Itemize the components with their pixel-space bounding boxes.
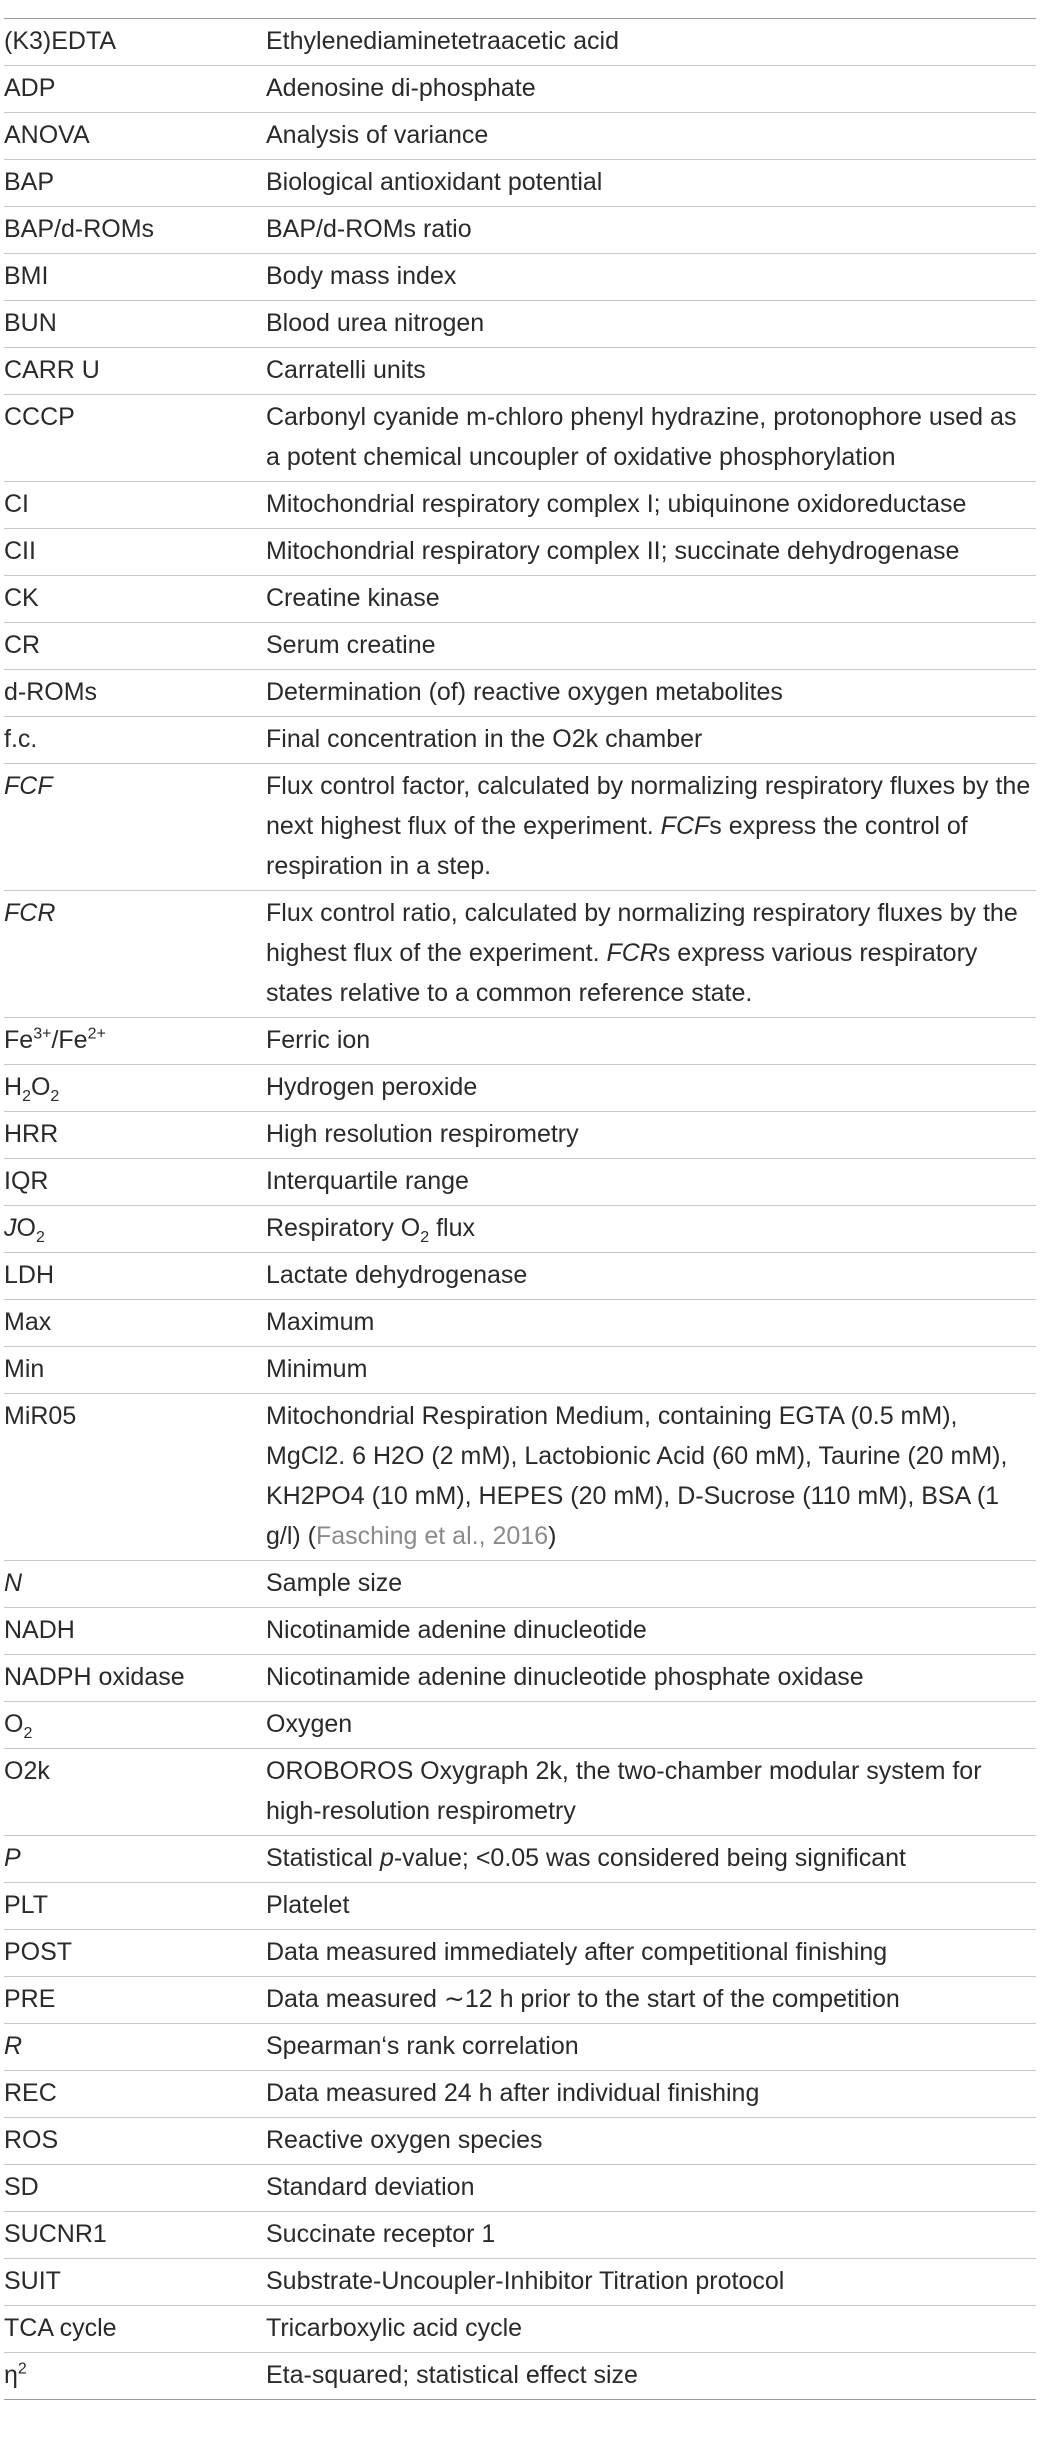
abbreviation-definition: Tricarboxylic acid cycle <box>266 2314 523 2342</box>
abbreviation-definition: BAP/d-ROMs ratio <box>266 215 472 243</box>
abbreviation-definition: Nicotinamide adenine dinucleotide <box>266 1616 647 1644</box>
table-row <box>4 576 1036 623</box>
table-row <box>4 1347 1036 1394</box>
abbreviation-term: TCA cycle <box>4 2314 117 2342</box>
table-row <box>4 395 1036 482</box>
abbreviation-term: BAP <box>4 168 55 196</box>
table-row <box>4 1394 1036 1561</box>
abbreviation-term: Max <box>4 1308 52 1336</box>
abbreviation-term: P <box>4 1844 21 1872</box>
abbreviation-definition: Analysis of variance <box>266 121 489 149</box>
abbreviation-term: CR <box>4 631 41 659</box>
abbreviation-definition: Ferric ion <box>266 1026 371 1054</box>
abbreviation-definition: Flux control factor, calculated by normalizing respiratory fluxes by the next highest flux of the experiment. FCFs express the control of respiration in a step. <box>266 772 1031 880</box>
table-row <box>4 891 1036 1018</box>
abbreviation-definition: Data measured immediately after competitional finishing <box>266 1938 888 1966</box>
abbreviation-term: O2k <box>4 1757 50 1785</box>
table-row <box>4 160 1036 207</box>
abbreviation-definition: Mitochondrial Respiration Medium, containing EGTA (0.5 mM), MgCl2. 6 H2O (2 mM), Lactobionic Acid (60 mM), Taurine (20 mM), KH2PO4 (10 mM), HEPES (20 mM), D-Sucrose (110 mM), BSA (1 g/l) (Fasching et al., 2016) <box>266 1402 1008 1550</box>
abbreviation-definition: Platelet <box>266 1891 350 1919</box>
abbreviation-term: PRE <box>4 1985 56 2013</box>
abbreviation-term: NADPH oxidase <box>4 1663 185 1691</box>
abbreviation-term: LDH <box>4 1261 55 1289</box>
abbreviation-definition: Blood urea nitrogen <box>266 309 485 337</box>
abbreviation-definition: Lactate dehydrogenase <box>266 1261 528 1289</box>
abbreviation-definition: Oxygen <box>266 1710 353 1738</box>
abbreviation-term: SUCNR1 <box>4 2220 107 2248</box>
abbreviation-definition: Reactive oxygen species <box>266 2126 543 2154</box>
table-row <box>4 1112 1036 1159</box>
table-row <box>4 1930 1036 1977</box>
table-row <box>4 2306 1036 2353</box>
abbreviation-term: ADP <box>4 74 56 102</box>
abbreviation-definition: Respiratory $O_2$ flux <box>266 1214 475 1246</box>
abbreviation-definition: Standard deviation <box>266 2173 475 2201</box>
abbreviation-term: $\eta^2$ <box>4 2360 27 2389</box>
abbreviation-term: ANOVA <box>4 121 90 149</box>
table-row <box>4 1300 1036 1347</box>
table-row <box>4 1883 1036 1930</box>
abbreviation-definition: Body mass index <box>266 262 457 290</box>
table-row <box>4 1702 1036 1749</box>
abbreviation-term: ROS <box>4 2126 59 2154</box>
abbreviation-term: MiR05 <box>4 1402 77 1430</box>
table-row <box>4 1159 1036 1206</box>
abbreviation-term: R <box>4 2032 23 2060</box>
table-row <box>4 670 1036 717</box>
abbreviation-definition: Creatine kinase <box>266 584 440 612</box>
abbreviation-term: Min <box>4 1355 45 1383</box>
table-row <box>4 764 1036 891</box>
abbreviation-term: CK <box>4 584 39 612</box>
abbreviation-term: (K3)EDTA <box>4 27 117 55</box>
abbreviation-definition: Spearman‘s rank correlation <box>266 2032 579 2060</box>
abbreviation-definition: Interquartile range <box>266 1167 469 1195</box>
table-row <box>4 1561 1036 1608</box>
table-row <box>4 207 1036 254</box>
table-row <box>4 529 1036 576</box>
table-row <box>4 2024 1036 2071</box>
table-row <box>4 301 1036 348</box>
abbreviation-definition: Data measured ∼12 h prior to the start of the competition <box>266 1985 900 2013</box>
table-row <box>4 1608 1036 1655</box>
abbreviation-definition: Mitochondrial respiratory complex II; succinate dehydrogenase <box>266 537 960 565</box>
abbreviation-term: BAP/d-ROMs <box>4 215 155 243</box>
abbreviation-definition: Ethylenediaminetetraacetic acid <box>266 27 619 55</box>
abbreviation-definition: Adenosine di-phosphate <box>266 74 536 102</box>
table-row <box>4 1749 1036 1836</box>
table-row <box>4 1977 1036 2024</box>
table-row <box>4 2212 1036 2259</box>
table-row <box>4 2259 1036 2306</box>
abbreviation-term: IQR <box>4 1167 49 1195</box>
table-row <box>4 623 1036 670</box>
table-row <box>4 1836 1036 1883</box>
abbreviation-definition: Nicotinamide adenine dinucleotide phosphate oxidase <box>266 1663 864 1691</box>
abbreviation-term: NADH <box>4 1616 75 1644</box>
table-row <box>4 254 1036 301</box>
abbreviation-term: HRR <box>4 1120 59 1148</box>
table-row <box>4 19 1036 66</box>
abbreviation-definition: Succinate receptor 1 <box>266 2220 496 2248</box>
abbreviation-term: $H_2O_2$ <box>4 1073 60 1105</box>
abbreviation-term: d-ROMs <box>4 678 98 706</box>
table-row <box>4 1206 1036 1253</box>
abbreviation-term: $O_2$ <box>4 1710 33 1742</box>
table-row <box>4 2071 1036 2118</box>
table-row <box>4 66 1036 113</box>
table-row <box>4 717 1036 764</box>
abbreviation-term: $Fe^{3+}/Fe^{2+}$ <box>4 1025 106 1054</box>
abbreviation-term: REC <box>4 2079 57 2107</box>
abbreviation-definition: High resolution respirometry <box>266 1120 579 1148</box>
table-row <box>4 2118 1036 2165</box>
abbreviation-term: N <box>4 1569 23 1597</box>
abbreviation-term: PLT <box>4 1891 48 1919</box>
table-body <box>4 19 1036 2400</box>
abbreviation-term: CCCP <box>4 403 75 431</box>
table-row <box>4 2165 1036 2212</box>
abbreviation-definition: Data measured 24 h after individual finishing <box>266 2079 760 2107</box>
abbreviation-definition: Eta-squared; statistical effect size <box>266 2361 638 2389</box>
abbreviation-definition: Sample size <box>266 1569 403 1597</box>
abbreviation-definition: Statistical p-value; <0.05 was considered being significant <box>266 1844 906 1872</box>
abbreviations-table <box>4 0 1036 2400</box>
abbreviation-term: SUIT <box>4 2267 61 2295</box>
abbreviation-definition: Maximum <box>266 1308 375 1336</box>
abbreviation-definition: Determination (of) reactive oxygen metabolites <box>266 678 783 706</box>
abbreviation-term: CI <box>4 490 29 518</box>
abbreviation-definition: Final concentration in the O2k chamber <box>266 725 703 753</box>
abbreviation-term: FCR <box>4 899 56 927</box>
abbreviation-term: SD <box>4 2173 39 2201</box>
abbreviation-term: CARR U <box>4 356 100 384</box>
abbreviation-definition: Mitochondrial respiratory complex I; ubiquinone oxidoreductase <box>266 490 967 518</box>
abbreviation-definition: Flux control ratio, calculated by normalizing respiratory fluxes by the highest flux of the experiment. FCRs express various respiratory states relative to a common reference state. <box>266 899 1018 1007</box>
abbreviation-definition: Substrate-Uncoupler-Inhibitor Titration protocol <box>266 2267 785 2295</box>
abbreviation-definition: Carbonyl cyanide m-chloro phenyl hydrazine, protonophore used as a potent chemical uncoupler of oxidative phosphorylation <box>266 403 1017 471</box>
abbreviation-definition: Serum creatine <box>266 631 436 659</box>
abbreviation-term: CII <box>4 537 36 565</box>
table-row <box>4 1655 1036 1702</box>
table-row <box>4 1065 1036 1112</box>
abbreviation-term: POST <box>4 1938 73 1966</box>
table-row <box>4 482 1036 529</box>
citation-link[interactable]: Fasching et al., 2016 <box>316 1522 549 1550</box>
table-row <box>4 348 1036 395</box>
abbreviation-definition: OROBOROS Oxygraph 2k, the two-chamber modular system for high-resolution respirometry <box>266 1757 982 1825</box>
abbreviation-term: BUN <box>4 309 57 337</box>
abbreviation-term: FCF <box>4 772 53 800</box>
abbreviation-definition: Carratelli units <box>266 356 426 384</box>
table-row <box>4 1018 1036 1065</box>
abbreviation-term: BMI <box>4 262 49 290</box>
table-row <box>4 1253 1036 1300</box>
abbreviation-definition: Minimum <box>266 1355 368 1383</box>
abbreviation-definition: Hydrogen peroxide <box>266 1073 478 1101</box>
abbreviation-term: $JO_2$ <box>4 1214 45 1246</box>
table-row <box>4 113 1036 160</box>
abbreviation-term: f.c. <box>4 725 38 753</box>
abbreviation-definition: Biological antioxidant potential <box>266 168 603 196</box>
table-row <box>4 2353 1036 2400</box>
